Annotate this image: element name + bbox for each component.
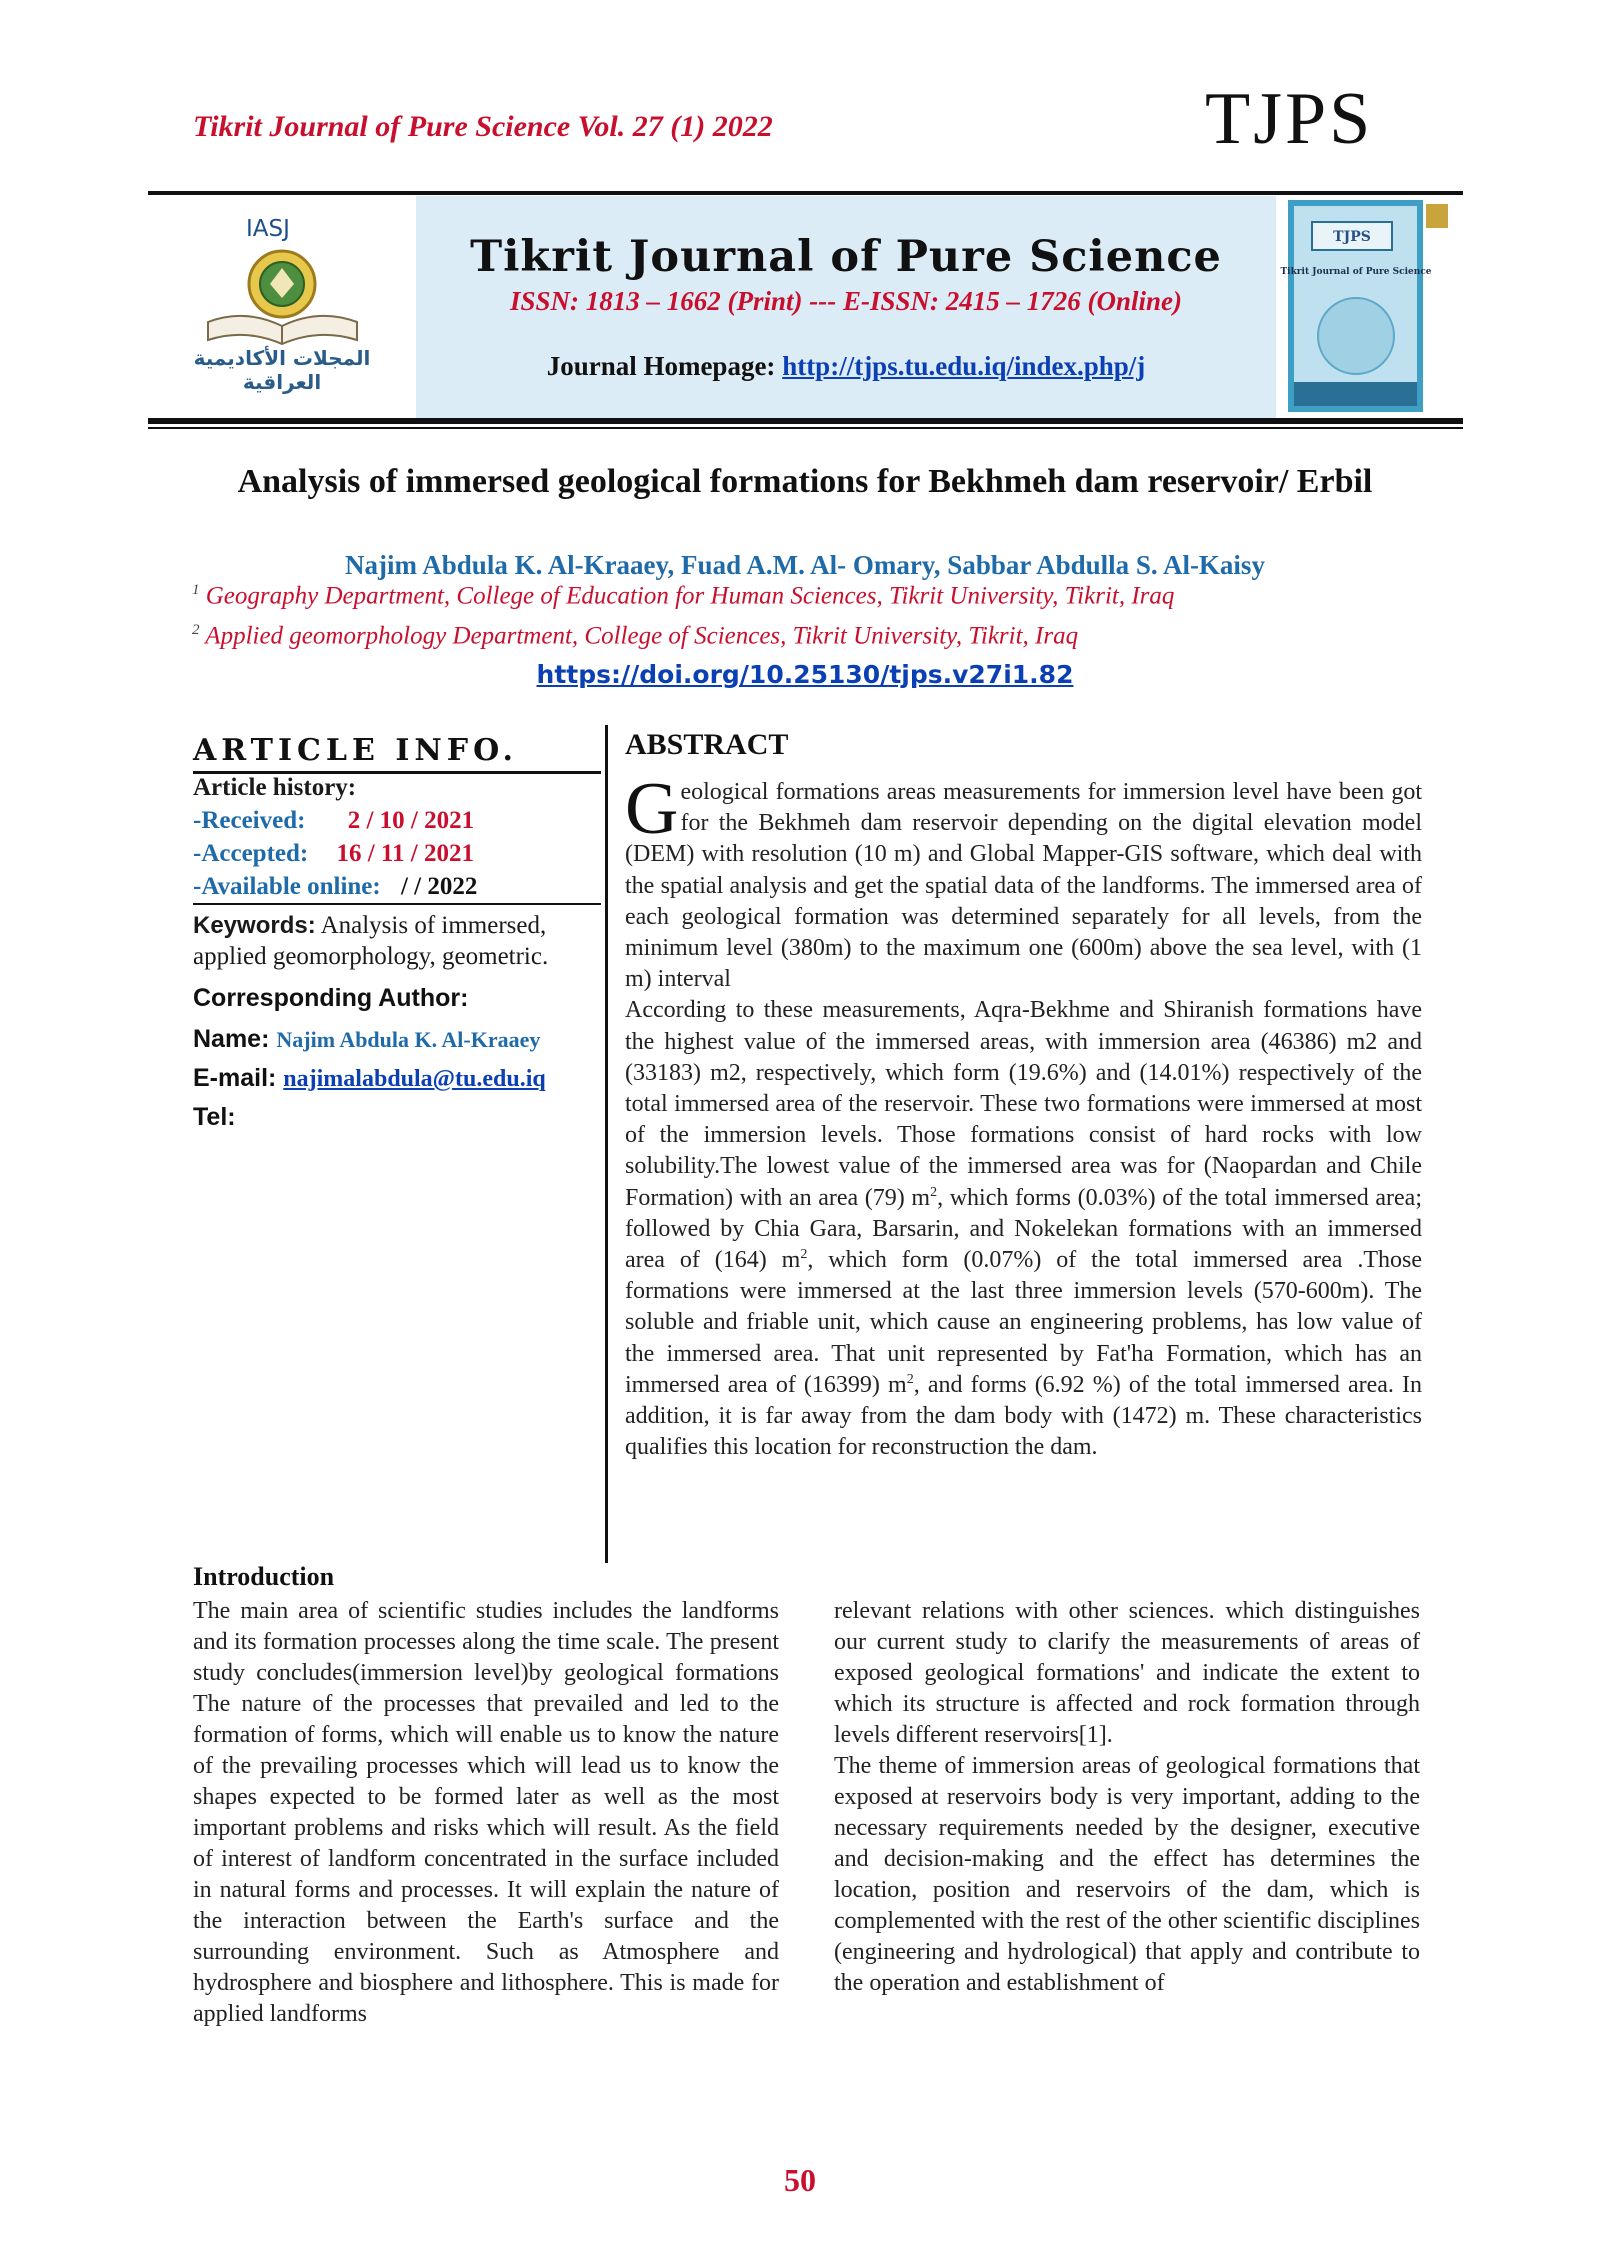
journal-homepage (416, 351, 1276, 382)
author-name-row (193, 1025, 540, 1054)
abstract-dropcap: G (625, 768, 679, 850)
keywords-text: Analysis of immersed, applied geomorphology, geometric. (193, 912, 549, 970)
keywords (193, 910, 598, 972)
email-link[interactable]: najimalabdula@tu.edu.iq (283, 1066, 546, 1092)
banner-center-panel (416, 196, 1276, 418)
available-online-date: / / 2022 (400, 873, 478, 900)
corresponding-author-label: Corresponding Author: (193, 984, 469, 1012)
journal-cover-image (1276, 196, 1463, 418)
tel-label: Tel: (193, 1103, 236, 1131)
introduction-right-paragraph-2: The theme of immersion areas of geological formations that exposed at reservoirs body is very important, adding to the necessary requirements needed by the designer, executive and decision-making and the effect has determines the location, position and reservoirs of the dam, which is complemented with the rest of the other scientific disciplines (engineering and hydrological) that apply and contribute to the operation and establishment of (834, 1753, 1420, 1996)
banner-bottom-rule (148, 418, 1463, 424)
introduction-heading: Introduction (193, 1562, 335, 1591)
received-row (193, 806, 474, 836)
article-info-heading: ARTICLE INFO. (193, 733, 518, 768)
introduction-right-paragraph-1: relevant relations with other sciences. which distinguishes our current study to clarify the measurements of areas of exposed geological formations' and indicate the extent to which its structure is affected and rock formation through levels different reservoirs[1]. (834, 1598, 1420, 1748)
affiliation-2 (192, 622, 1078, 650)
running-head: Tikrit Journal of Pure Science Vol. 27 (1) 2022 (193, 110, 773, 143)
received-label: -Received: (193, 807, 306, 834)
cover-title: TJPS (1333, 229, 1371, 245)
affiliation-1 (192, 582, 1174, 610)
affiliation-1-number: 1 (192, 582, 200, 598)
article-info-divider (605, 725, 608, 1563)
accepted-date: 16 / 11 / 2021 (336, 840, 474, 867)
iasj-arabic-label: المجلات الأكاديمية العراقية (193, 346, 371, 394)
doi-link[interactable]: https://doi.org/10.25130/tjps.v27i1.82 (536, 660, 1074, 689)
journal-name: Tikrit Journal of Pure Science (470, 232, 1222, 282)
journal-banner (148, 196, 1463, 418)
affiliation-1-text: Geography Department, College of Education for Human Sciences, Tikrit University, Tikrit, Iraq (199, 582, 1175, 610)
accepted-label: -Accepted: (193, 840, 309, 867)
accepted-row (193, 839, 474, 869)
article-history-label: Article history: (193, 774, 357, 801)
banner-top-rule (148, 191, 1463, 195)
homepage-link[interactable]: http://tjps.tu.edu.iq/index.php/j (782, 351, 1146, 381)
keywords-label: Keywords: (193, 912, 316, 939)
iasj-logo-label: IASJ (246, 216, 290, 242)
abstract-paragraph-2a: According to these measurements, Aqra-Bekhme and Shiranish formations have the highest value of the immersed areas, with immersion area (46386) m2 and (33183) m2, respectively, which form (19.6%) and (14.01%) respectively of the total immersed area of the reservoir. These two formations were immersed at most of the immersion levels. Those formations consist of hard rocks with low solubility.The lowest value of the immersed area was for (Naopardan and Chile Formation) with an area (79) m (625, 997, 1422, 1211)
article-title: Analysis of immersed geological formations for Bekhmeh dam reservoir/ Erbil (237, 463, 1373, 500)
introduction-left-column: The main area of scientific studies includes the landforms and its formation processes along the time scale. The present study concludes(immersion level)by geological formations The nature of the processes that prevailed and led to the formation of forms, which will enable us to know the nature of the prevailing processes which will lead us to know the shapes expected to be formed later as well as the most important problems and risks which will result. As the field of interest of landform concentrated in the surface included in natural forms and processes. It will explain the nature of the interaction between the Earth's surface and the surrounding environment. Such as Atmosphere and hydrosphere and biosphere and lithosphere. This is made for applied landforms (193, 1598, 779, 2027)
cover-subtitle: Tikrit Journal of Pure Science (1280, 267, 1432, 277)
abstract-paragraph-1: eological formations areas measurements for immersion level have been got for the Bekhmeh dam reservoir depending on the digital elevation model (DEM) with resolution (10 m) and Global Mapper-GIS software, which deal with the spatial analysis and get the spatial data of the landforms. The immersed area of each geological formation was determined separately for all levels, from the minimum level (380m) to the maximum one (600m) above the sea level, with (1 m) interval (625, 779, 1422, 993)
abstract-body (625, 768, 1423, 1463)
abstract-paragraph-2b: , which forms (0.03%) of the total immersed area; followed by Chia Gara, Barsarin, and Nokelekan formations with an immersed area of (164) m (625, 1184, 1422, 1274)
history-rule (193, 903, 601, 905)
journal-cover-icon (1276, 196, 1463, 418)
page-number: 50 (784, 2162, 816, 2198)
journal-mark: TJPS (1205, 78, 1374, 160)
issn-line: ISSN: 1813 – 1662 (Print) --- E-ISSN: 2415 – 1726 (Online) (509, 286, 1183, 316)
email-row (193, 1064, 546, 1093)
banner-bottom-rule-thin (148, 427, 1463, 429)
abstract-heading: ABSTRACT (625, 728, 789, 761)
name-label: Name: (193, 1025, 277, 1053)
author-name: Najim Abdula K. Al-Kraaey (276, 1027, 541, 1052)
abstract-paragraph-2d: , and forms (6.92 %) of the total immersed area. In addition, it is far away from the dam body with (1472) m. These characteristics qualifies this location for reconstruction the dam. (625, 1371, 1423, 1461)
affiliation-2-number: 2 (192, 622, 200, 638)
iasj-logo (148, 196, 416, 418)
superscript: 2 (906, 1371, 914, 1387)
article-authors: Najim Abdula K. Al-Kraaey, Fuad A.M. Al- Omary, Sabbar Abdulla S. Al-Kaisy (345, 550, 1265, 580)
superscript: 2 (800, 1247, 808, 1263)
available-online-row (193, 872, 477, 902)
affiliation-2-text: Applied geomorphology Department, College of Sciences, Tikrit University, Tikrit, Iraq (199, 622, 1079, 650)
abstract-paragraph-2c: , which form (0.07%) of the total immersed area .Those formations were immersed at the last three immersion levels (570-600m). The soluble and friable unit, which cause an engineering problems, has low value of the immersed area. That unit represented by Fat'ha Formation, which has an immersed area of (16399) m (625, 1247, 1422, 1398)
homepage-label: Journal Homepage: (546, 351, 783, 381)
available-online-label: -Available online: (193, 873, 381, 900)
received-date: 2 / 10 / 2021 (347, 807, 475, 834)
book-emblem-icon (200, 244, 365, 354)
introduction-right-column (834, 1596, 1420, 1999)
email-label: E-mail: (193, 1064, 284, 1092)
superscript: 2 (930, 1184, 938, 1200)
